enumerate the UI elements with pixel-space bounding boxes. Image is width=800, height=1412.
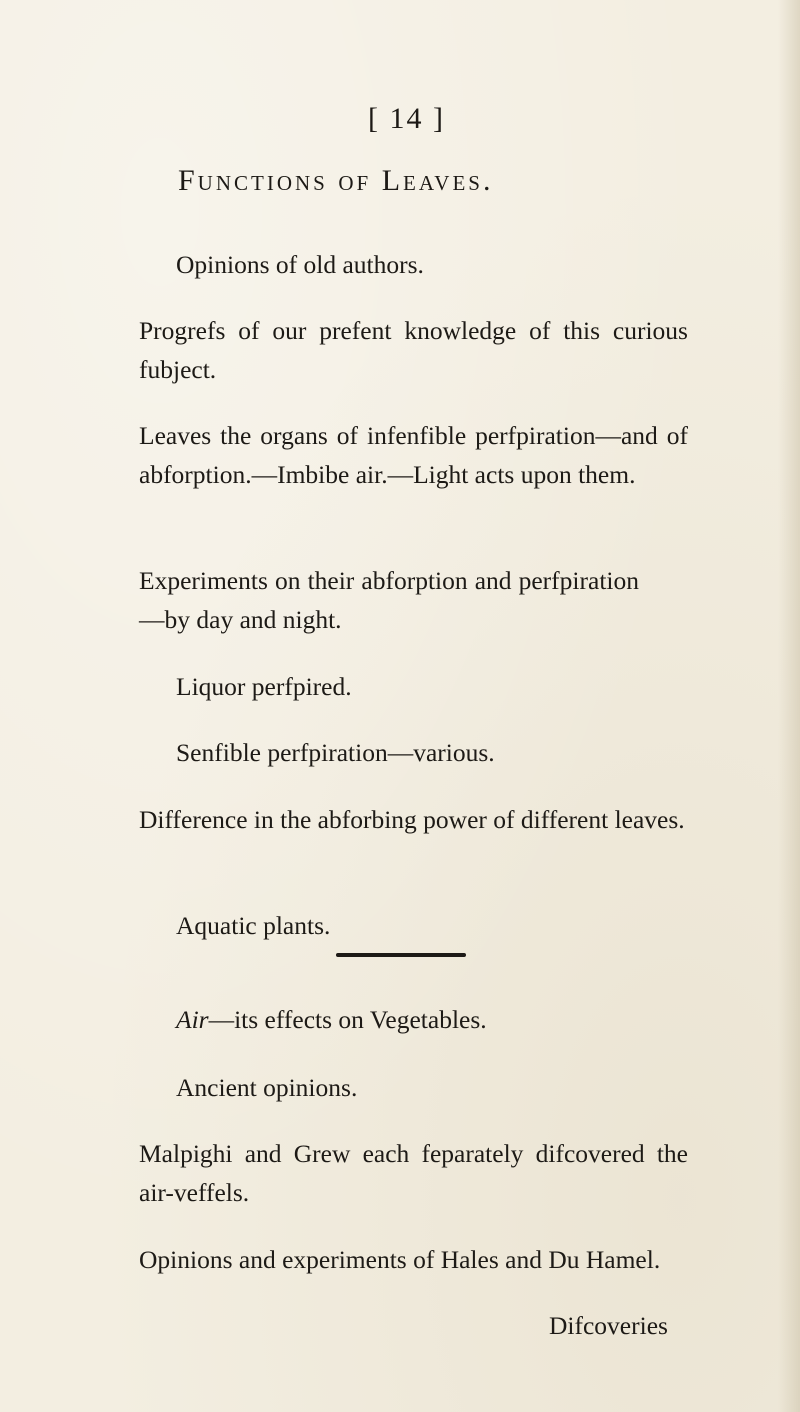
entry-experiments-absorption: Experiments on their abforption and perfpiration—by day and night.	[139, 566, 639, 634]
section-title-air-rest: —its effects on Vegetables.	[208, 1005, 487, 1034]
section-title-air-word: Air	[176, 1005, 209, 1034]
section-title-air	[176, 1000, 487, 1039]
entry-malpighi-grew: Malpighi and Grew each feparately difcovered the air-veffels.	[139, 1139, 688, 1207]
entry-progress-knowledge: Progrefs of our prefent knowledge of this curious fubject.	[139, 316, 688, 384]
entry-hales-du-hamel: Opinions and experiments of Hales and Du Hamel.	[139, 1245, 661, 1274]
entry-opinions-old-authors: Opinions of old authors.	[176, 250, 424, 279]
entry-difference-absorbing: Difference in the abforbing power of different leaves.	[139, 805, 685, 834]
page-edge-shadow	[778, 0, 800, 1412]
catchword: Difcoveries	[549, 1311, 668, 1340]
entry-ancient-opinions: Ancient opinions.	[176, 1073, 358, 1102]
section-divider	[336, 953, 466, 957]
chapter-heading: Functions of Leaves.	[178, 164, 494, 197]
entry-aquatic-plants: Aquatic plants.	[176, 911, 331, 940]
entry-liquor-perspired: Liquor perfpired.	[176, 672, 352, 701]
entry-sensible-perspiration: Senfible perfpiration—various.	[176, 738, 495, 767]
page-number: [ 14 ]	[368, 102, 445, 135]
entry-leaves-organs: Leaves the organs of infenfible perfpiration—and of abforption.—Imbibe air.—Light acts upon them.	[139, 421, 688, 489]
